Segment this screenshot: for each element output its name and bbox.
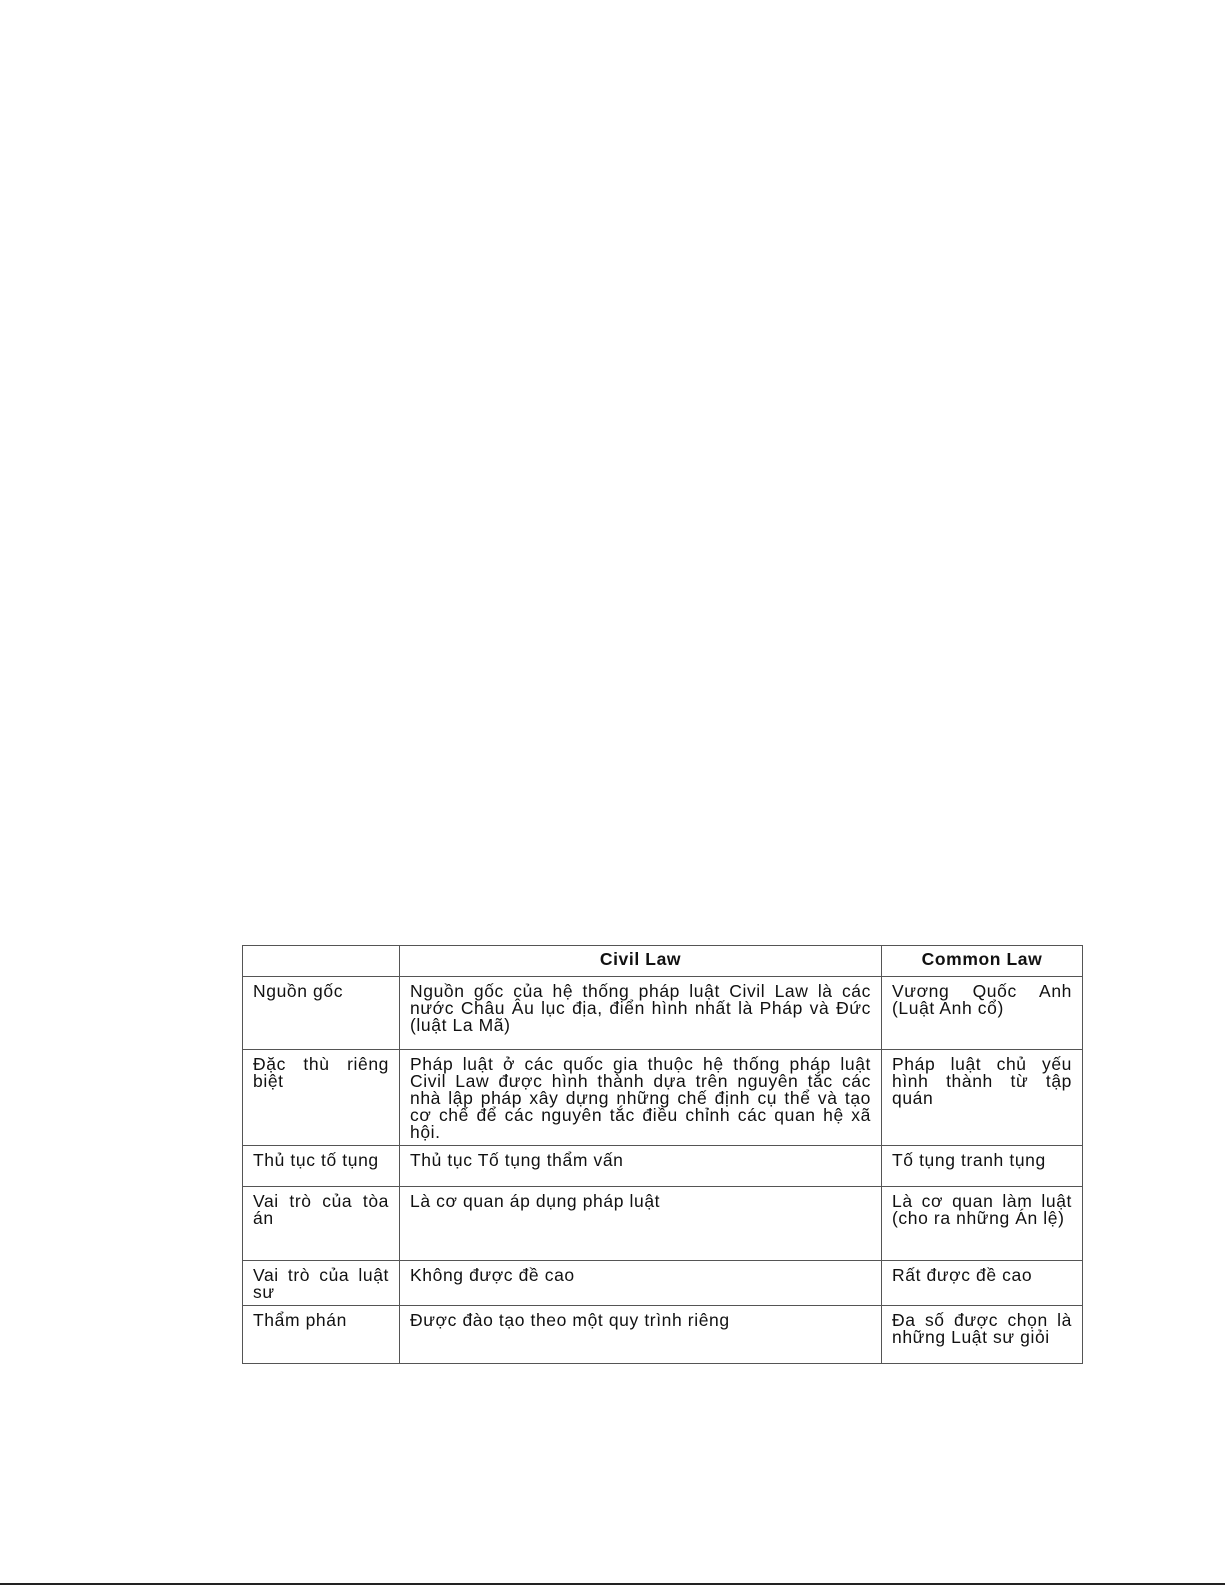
table-row xyxy=(243,1306,1083,1364)
table-row xyxy=(243,1187,1083,1261)
criterion-cell: Nguồn gốc xyxy=(243,977,400,1050)
header-common-law: Common Law xyxy=(882,946,1083,977)
common-law-cell: Đa số được chọn là những Luật sư giỏi xyxy=(882,1306,1083,1364)
table-header-row xyxy=(243,946,1083,977)
criterion-cell: Vai trò của luật sư xyxy=(243,1261,400,1306)
criterion-cell: Vai trò của tòa án xyxy=(243,1187,400,1261)
civil-law-cell: Được đào tạo theo một quy trình riêng xyxy=(400,1306,882,1364)
civil-law-cell: Thủ tục Tố tụng thẩm vấn xyxy=(400,1146,882,1187)
civil-law-cell: Nguồn gốc của hệ thống pháp luật Civil Law là các nước Châu Âu lục địa, điển hình nhất là Pháp và Đức (luật La Mã) xyxy=(400,977,882,1050)
common-law-cell: Là cơ quan làm luật (cho ra những Án lệ) xyxy=(882,1187,1083,1261)
header-civil-law: Civil Law xyxy=(400,946,882,977)
common-law-cell: Rất được đề cao xyxy=(882,1261,1083,1306)
criterion-cell: Thủ tục tố tụng xyxy=(243,1146,400,1187)
civil-vs-common-law-table xyxy=(242,945,1083,1364)
table-row xyxy=(243,1050,1083,1146)
table-row xyxy=(243,977,1083,1050)
criterion-cell: Đặc thù riêng biệt xyxy=(243,1050,400,1146)
civil-law-cell: Không được đề cao xyxy=(400,1261,882,1306)
table-row xyxy=(243,1146,1083,1187)
civil-law-cell: Là cơ quan áp dụng pháp luật xyxy=(400,1187,882,1261)
common-law-cell: Tố tụng tranh tụng xyxy=(882,1146,1083,1187)
comparison-table-wrapper xyxy=(242,945,1082,1364)
header-criterion xyxy=(243,946,400,977)
criterion-cell: Thẩm phán xyxy=(243,1306,400,1364)
common-law-cell: Pháp luật chủ yếu hình thành từ tập quán xyxy=(882,1050,1083,1146)
common-law-cell: Vương Quốc Anh (Luật Anh cổ) xyxy=(882,977,1083,1050)
civil-law-cell: Pháp luật ở các quốc gia thuộc hệ thống pháp luật Civil Law được hình thành dựa trên nguyên tắc các nhà lập pháp xây dựng những chế định cụ thể và tạo cơ chế để các nguyên tắc điều chỉnh các quan hệ xã hội. xyxy=(400,1050,882,1146)
table-row xyxy=(243,1261,1083,1306)
